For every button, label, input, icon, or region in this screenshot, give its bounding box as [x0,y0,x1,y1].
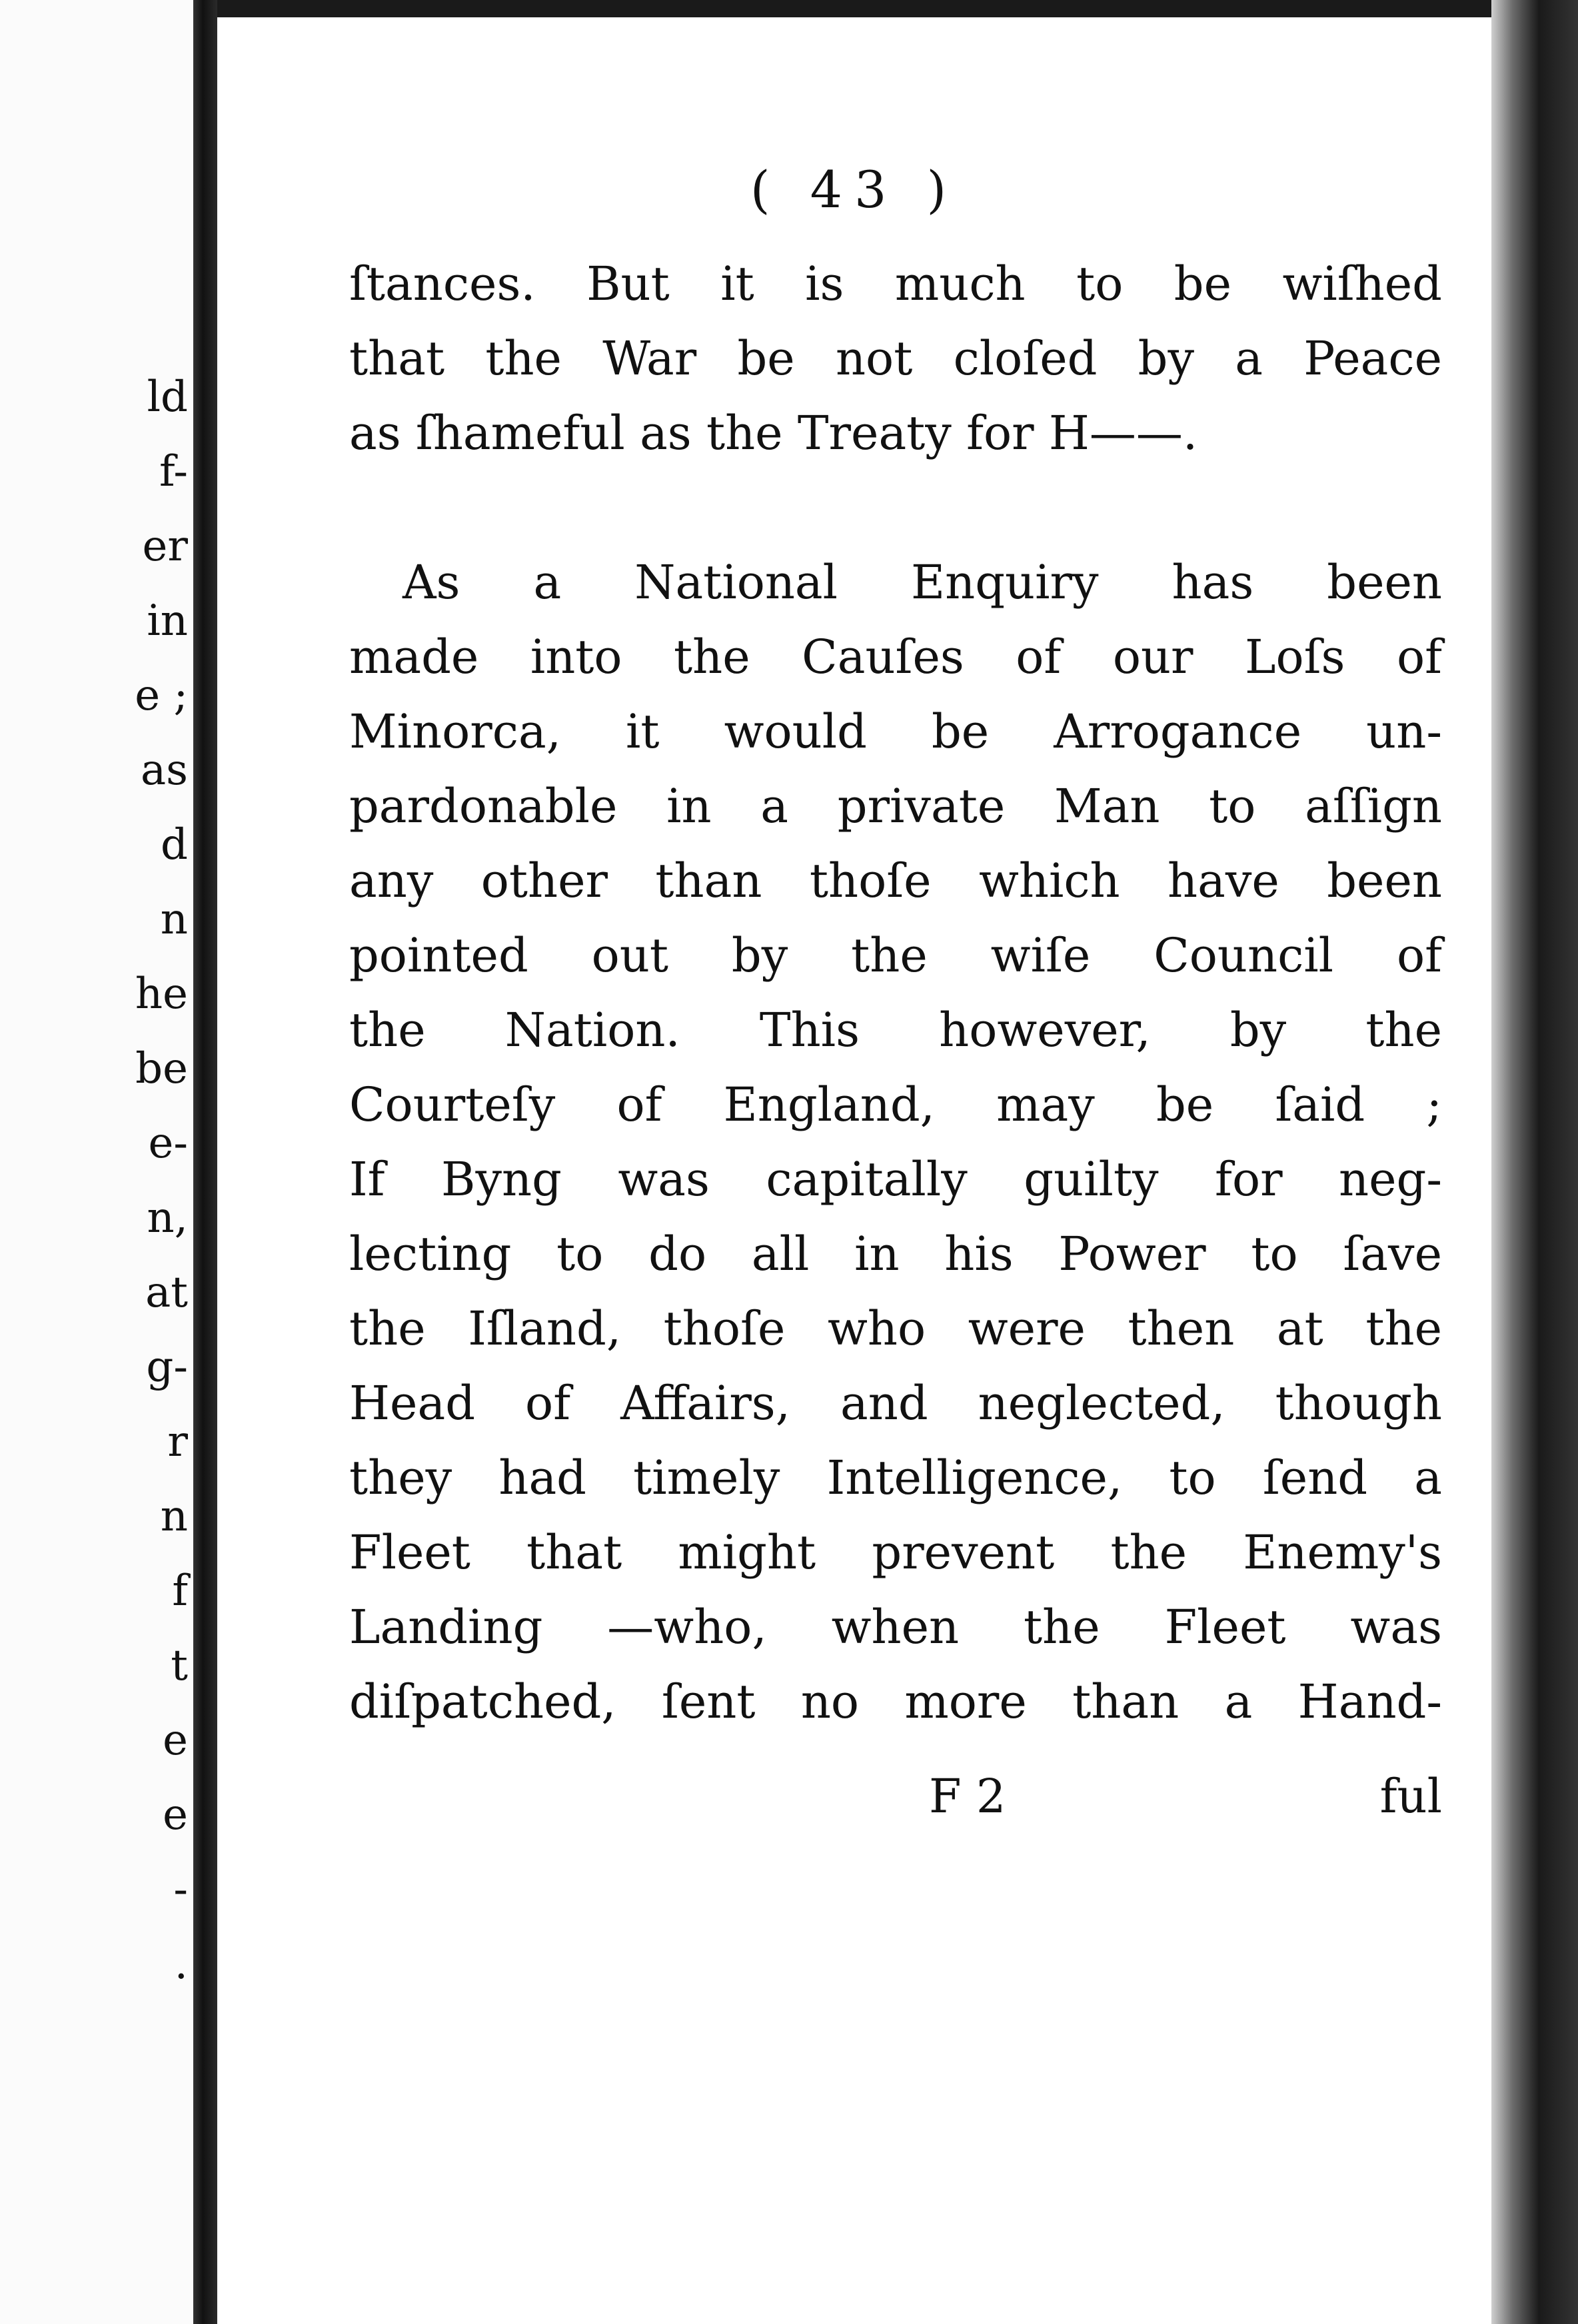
left-page-fragment: at [145,1268,188,1317]
left-page-text-fragments [95,360,188,2002]
left-page-fragment: t [171,1641,188,1690]
paragraph-gap [349,470,1442,545]
text-line: Landing —who, when the Fleet was [349,1600,1442,1654]
left-page-fragment: e- [148,1119,188,1168]
left-page-fragment: n [160,1492,188,1541]
left-page-fragment: - [173,1865,188,1914]
text-line: lecting to do all in his Power to ſave [349,1227,1442,1281]
left-page-fragment: be [135,1044,188,1093]
left-page-fragment: r [167,1417,188,1466]
text-line: the Nation. This however, by the [349,1003,1442,1057]
text-line: pardonable in a private Man to aſſign [349,779,1442,834]
binding-gutter [193,0,217,2324]
left-page-fragment: n [160,895,188,944]
left-page-fragment: in [147,596,188,646]
text-line: If Byng was capitally guilty for neg- [349,1152,1442,1207]
text-line: the Iſland, thoſe who were then at the [349,1301,1442,1356]
left-page-fragment: as [141,746,188,795]
left-page-fragment: e ; [135,671,188,720]
page-footer [349,1759,1442,1834]
text-line: diſpatched, ſent no more than a Hand- [349,1674,1442,1729]
top-page-edge [217,0,1491,17]
text-line: Minorca, it would be Arrogance un- [349,704,1442,759]
text-line: Courteſy of England, may be ſaid ; [349,1077,1442,1132]
left-page-fragment: e [163,1716,188,1765]
text-line: ſtances. But it is much to be wiſhed [349,257,1442,311]
text-line: any other than thoſe which have been [349,854,1442,908]
body-text [349,247,1442,1739]
right-book-edge [1491,0,1578,2324]
left-page-fragment: d [161,820,188,870]
left-page-fragment: n, [147,1193,188,1243]
text-line: as ſhameful as the Treaty for H——. [349,406,1198,460]
catchword: ful [1379,1769,1442,1824]
right-page [217,0,1491,2324]
text-line: As a National Enquiry has been [402,555,1442,610]
text-line: that the War be not cloſed by a Peace [349,331,1442,386]
left-page-fragment: e [163,1790,188,1840]
left-page-fragment: f- [159,447,188,496]
left-page-fragment: g- [146,1343,188,1392]
text-line: pointed out by the wiſe Council of [349,928,1442,983]
text-line: Fleet that might prevent the Enemy's [349,1525,1442,1580]
left-page-fragment: . [174,1940,188,1989]
text-line: Head of Affairs, and neglected, though [349,1376,1442,1431]
left-page-fragment: f [172,1566,188,1616]
page-number: ( 43 ) [750,160,959,219]
left-page-fragment: ld [147,372,188,422]
left-page-fragment: er [142,522,188,571]
text-line: they had timely Intelligence, to ſend a [349,1451,1442,1505]
left-facing-page [0,0,193,2324]
left-page-fragment: he [135,969,188,1019]
signature-mark: F 2 [929,1769,1006,1824]
text-line: made into the Cauſes of our Loſs of [349,630,1442,684]
